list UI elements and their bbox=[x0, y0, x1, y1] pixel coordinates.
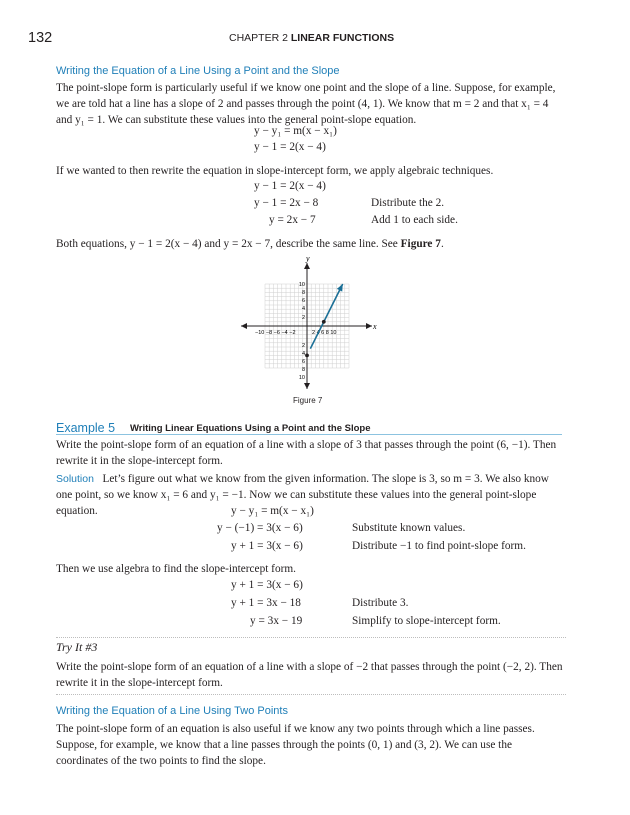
section-heading-two-points: Writing the Equation of a Line Using Two Points bbox=[56, 705, 288, 717]
y-tick-labels bbox=[299, 282, 305, 381]
y-tick-8: 8 bbox=[301, 290, 305, 296]
figure-7-reference[interactable]: Figure 7 bbox=[400, 238, 441, 250]
equation-step-3: y = 2x − 7 bbox=[269, 214, 316, 226]
y-tick-neg-2: 2 bbox=[301, 343, 305, 349]
example-eq-start: y + 1 = 3(x − 6) bbox=[231, 579, 303, 591]
figure-caption: Figure 7 bbox=[293, 396, 323, 405]
example-title: Writing Linear Equations Using a Point and the Slope bbox=[130, 423, 371, 434]
note-distribute-2: Distribute the 2. bbox=[371, 197, 445, 209]
y-tick-4: 4 bbox=[301, 306, 305, 312]
y-axis-arrow-down bbox=[304, 383, 310, 389]
y-tick-6: 6 bbox=[301, 298, 305, 304]
solution-text: Let’s figure out what we know from the given information. The slope is 3, so m = 3. We also know one point, so we know x₁ = 6 and y₁ = −1. Now we can substitute these values into the general point-slope equation. bbox=[56, 473, 549, 517]
tryit-text: Write the point-slope form of an equation of a line with a slope of −2 that passes through the point (−2, 2). Then rewrite it in the slope-intercept form. bbox=[56, 661, 563, 689]
example-underline bbox=[56, 434, 562, 435]
example-eq-general: y − y₁ = m(x − x₁) bbox=[231, 505, 314, 517]
note-simplify: Simplify to slope-intercept form. bbox=[352, 615, 501, 627]
x-axis-label: x bbox=[373, 322, 377, 331]
rewrite-paragraph: If we wanted to then rewrite the equation in slope-intercept form, we apply algebraic techniques. bbox=[56, 165, 494, 177]
tryit-rule-top bbox=[56, 637, 566, 638]
two-points-paragraph: The point-slope form of an equation is also useful if we know any two points through which a line passes. Suppose, for example, we know that a line passes through the points (0, 1) and (3, 2). We can use the coordinates of the two points to find the slope. bbox=[56, 723, 535, 767]
example-eq-distribute: y + 1 = 3x − 18 bbox=[231, 597, 301, 609]
solution-label: Solution bbox=[56, 473, 94, 485]
note-distribute-3: Distribute 3. bbox=[352, 597, 409, 609]
x-axis-arrow-left bbox=[241, 323, 247, 329]
figure-7-graph bbox=[232, 254, 382, 394]
y-axis-arrow-up bbox=[304, 263, 310, 269]
note-substitute-known: Substitute known values. bbox=[352, 522, 466, 534]
x-tick-labels-negative: −10 −8 −6 −4 −2 bbox=[255, 330, 296, 336]
tryit-label: Try It #3 bbox=[56, 640, 98, 654]
x-axis-arrow-right bbox=[366, 323, 372, 329]
point-4-1 bbox=[322, 320, 326, 324]
chapter-label: CHAPTER 2 bbox=[229, 32, 288, 44]
example-eq-slope-intercept: y = 3x − 19 bbox=[250, 615, 303, 627]
example-eq-point-slope: y + 1 = 3(x − 6) bbox=[231, 540, 303, 552]
algebra-paragraph: Then we use algebra to find the slope-intercept form. bbox=[56, 563, 296, 575]
same-line-text: Both equations, y − 1 = 2(x − 4) and y = 2x − 7, describe the same line. See bbox=[56, 238, 401, 250]
point-0-neg7 bbox=[305, 354, 309, 358]
equation-step-1: y − 1 = 2(x − 4) bbox=[254, 180, 326, 192]
note-distribute-neg1: Distribute −1 to find point-slope form. bbox=[352, 540, 526, 552]
equation-step-2: y − 1 = 2x − 8 bbox=[254, 197, 319, 209]
example-label: Example 5 bbox=[56, 421, 116, 435]
same-line-end: . bbox=[440, 238, 444, 250]
chapter-title: LINEAR FUNCTIONS bbox=[290, 32, 395, 44]
y-tick-neg-6: 6 bbox=[301, 359, 305, 365]
equation-substituted: y − 1 = 2(x − 4) bbox=[254, 141, 326, 153]
y-axis-label: y bbox=[306, 254, 310, 263]
equation-general-point-slope: y − y₁ = m(x − x₁) bbox=[254, 125, 337, 137]
intro-paragraph: The point-slope form is particularly useful if we know one point and the slope of a line. Suppose, for example, we are told hat a line has a slope of 2 and passes through the point (4, 1). We know that m = 2 and that x₁ = 4 and y₁ = 1. We can substitute these values into the general point-slope equation. bbox=[56, 82, 556, 126]
y-tick-neg-10: 10 bbox=[298, 375, 305, 381]
same-line-paragraph bbox=[56, 236, 564, 252]
y-tick-2: 2 bbox=[301, 315, 305, 321]
y-tick-neg-8: 8 bbox=[301, 367, 305, 373]
tryit-rule-bottom bbox=[56, 694, 566, 695]
x-tick-labels-positive: 2 4 6 8 10 bbox=[312, 330, 337, 336]
note-add-1: Add 1 to each side. bbox=[371, 214, 458, 226]
y-tick-neg-4: 4 bbox=[301, 351, 305, 357]
example-eq-substitute: y − (−1) = 3(x − 6) bbox=[217, 522, 303, 534]
y-tick-10: 10 bbox=[298, 282, 305, 288]
example-problem: Write the point-slope form of an equation of a line with a slope of 3 that passes through the point (6, −1). Then rewrite it in the slope-intercept form. bbox=[56, 439, 557, 467]
chapter-header bbox=[229, 32, 394, 44]
section-heading-point-slope: Writing the Equation of a Line Using a Point and the Slope bbox=[56, 65, 340, 77]
page-number: 132 bbox=[28, 30, 53, 46]
